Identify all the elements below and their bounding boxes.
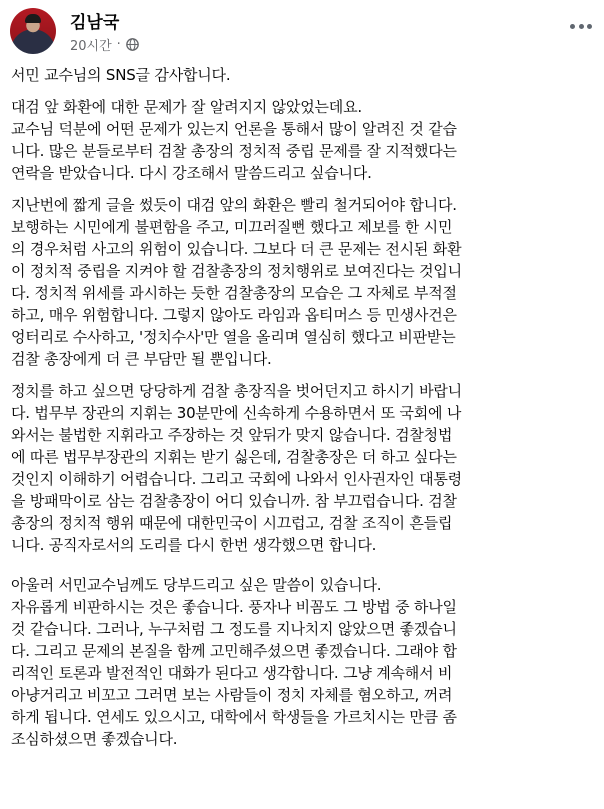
text-line: 다. 그리고 문제의 본질을 함께 고민해주셨으면 좋겠습니다. 그래야 합 [11,642,457,660]
text-line: 아울러 서민교수님께도 당부드리고 싶은 말씀이 있습니다. [11,576,382,594]
meta-separator: · [116,37,121,52]
text-line: 서민 교수님의 SNS글 감사합니다. [11,66,231,84]
text-line: 하고, 매우 위험합니다. 그렇지 않아도 라임과 옵티머스 등 민생사건은 [11,306,457,324]
post-header [10,6,594,58]
text-line: 에 따른 법무부장관의 지휘는 받기 싫은데, 검찰총장은 더 하고 싶다는 [11,448,457,466]
text-line: 지난번에 짧게 글을 썼듯이 대검 앞의 화환은 빨리 철거되어야 합니다. [11,196,457,214]
post-paragraph [11,96,597,184]
text-line: 것 같습니다. 그러나, 누구처럼 그 정도를 지나치지 않았으면 좋겠습니 [11,620,457,638]
text-line: 엉터리로 수사하고, '정치수사'만 열을 올리며 열심히 했다고 비판받는 [11,328,456,346]
text-line: 다. 법무부 장관의 지휘는 30분만에 신속하게 수용하면서 또 국회에 나 [11,404,462,422]
post-paragraph [11,194,597,370]
text-line: 검찰 총장에게 더 큰 부담만 될 뿐입니다. [11,350,272,368]
post-meta [70,35,139,54]
text-line: 하게 됩니다. 연세도 있으시고, 대학에서 학생들을 가르치시는 만큼 좀 [11,708,457,726]
text-line: 다. 정치적 위세를 과시하는 듯한 검찰총장의 모습은 그 자체로 부적절 [11,284,457,302]
text-line: 연락을 받았습니다. 다시 강조해서 말씀드리고 싶습니다. [11,164,372,182]
text-line: 니다. 공직자로서의 도리를 다시 한번 생각했으면 합니다. [11,536,377,554]
text-line: 을 방패막이로 삼는 검찰총장이 어디 있습니까. 참 부끄럽습니다. 검찰 [11,492,457,510]
text-line: 와서는 불법한 지휘라고 주장하는 것 앞뒤가 맞지 않습니다. 검찰청법 [11,426,453,444]
post-body [11,64,597,750]
text-line: 총장의 정치적 행위 때문에 대한민국이 시끄럽고, 검찰 조직이 흔들립 [11,514,453,532]
text-line: 조심하셨으면 좋겠습니다. [11,730,178,748]
text-line: 교수님 덕분에 어떤 문제가 있는지 언론을 통해서 많이 알려진 것 같습 [11,120,457,138]
text-line: 의 경우처럼 사고의 위험이 있습니다. 그보다 더 큰 문제는 전시된 화환 [11,240,462,258]
text-line: 것인지 이해하기 어렵습니다. 그리고 국회에 나와서 인사권자인 대통령 [11,470,462,488]
text-line: 보행하는 시민에게 불편함을 주고, 미끄러질뻔 했다고 제보를 한 시민 [11,218,453,236]
author-name[interactable]: 김남국 [70,13,120,33]
globe-icon [126,38,139,51]
text-line: 아냥거리고 비꼬고 그러면 보는 사람들이 정치 자체를 혐오하고, 꺼려 [11,686,453,704]
author-avatar[interactable] [10,8,56,54]
text-line: 니다. 많은 분들로부터 검찰 총장의 정치적 중립 문제를 잘 지적했다는 [11,142,457,160]
more-options-icon[interactable] [570,22,592,30]
text-line: 리적인 토론과 발전적인 대화가 된다고 생각합니다. 그냥 계속해서 비 [11,664,453,682]
text-line: 정치를 하고 싶으면 당당하게 검찰 총장직을 벗어던지고 하시기 바랍니 [11,382,462,400]
text-line: 자유롭게 비판하시는 것은 좋습니다. 풍자나 비꼼도 그 방법 중 하나일 [11,598,457,616]
text-line: 대검 앞 화환에 대한 문제가 잘 알려지지 않았었는데요. [11,98,362,116]
text-line: 이 정치적 중립을 지켜야 할 검찰총장의 정치행위로 보여진다는 것입니 [11,262,462,280]
post-paragraph [11,64,597,86]
post-timestamp[interactable]: 20시간 [70,39,112,54]
post-paragraph [11,380,597,556]
post-paragraph [11,574,597,750]
